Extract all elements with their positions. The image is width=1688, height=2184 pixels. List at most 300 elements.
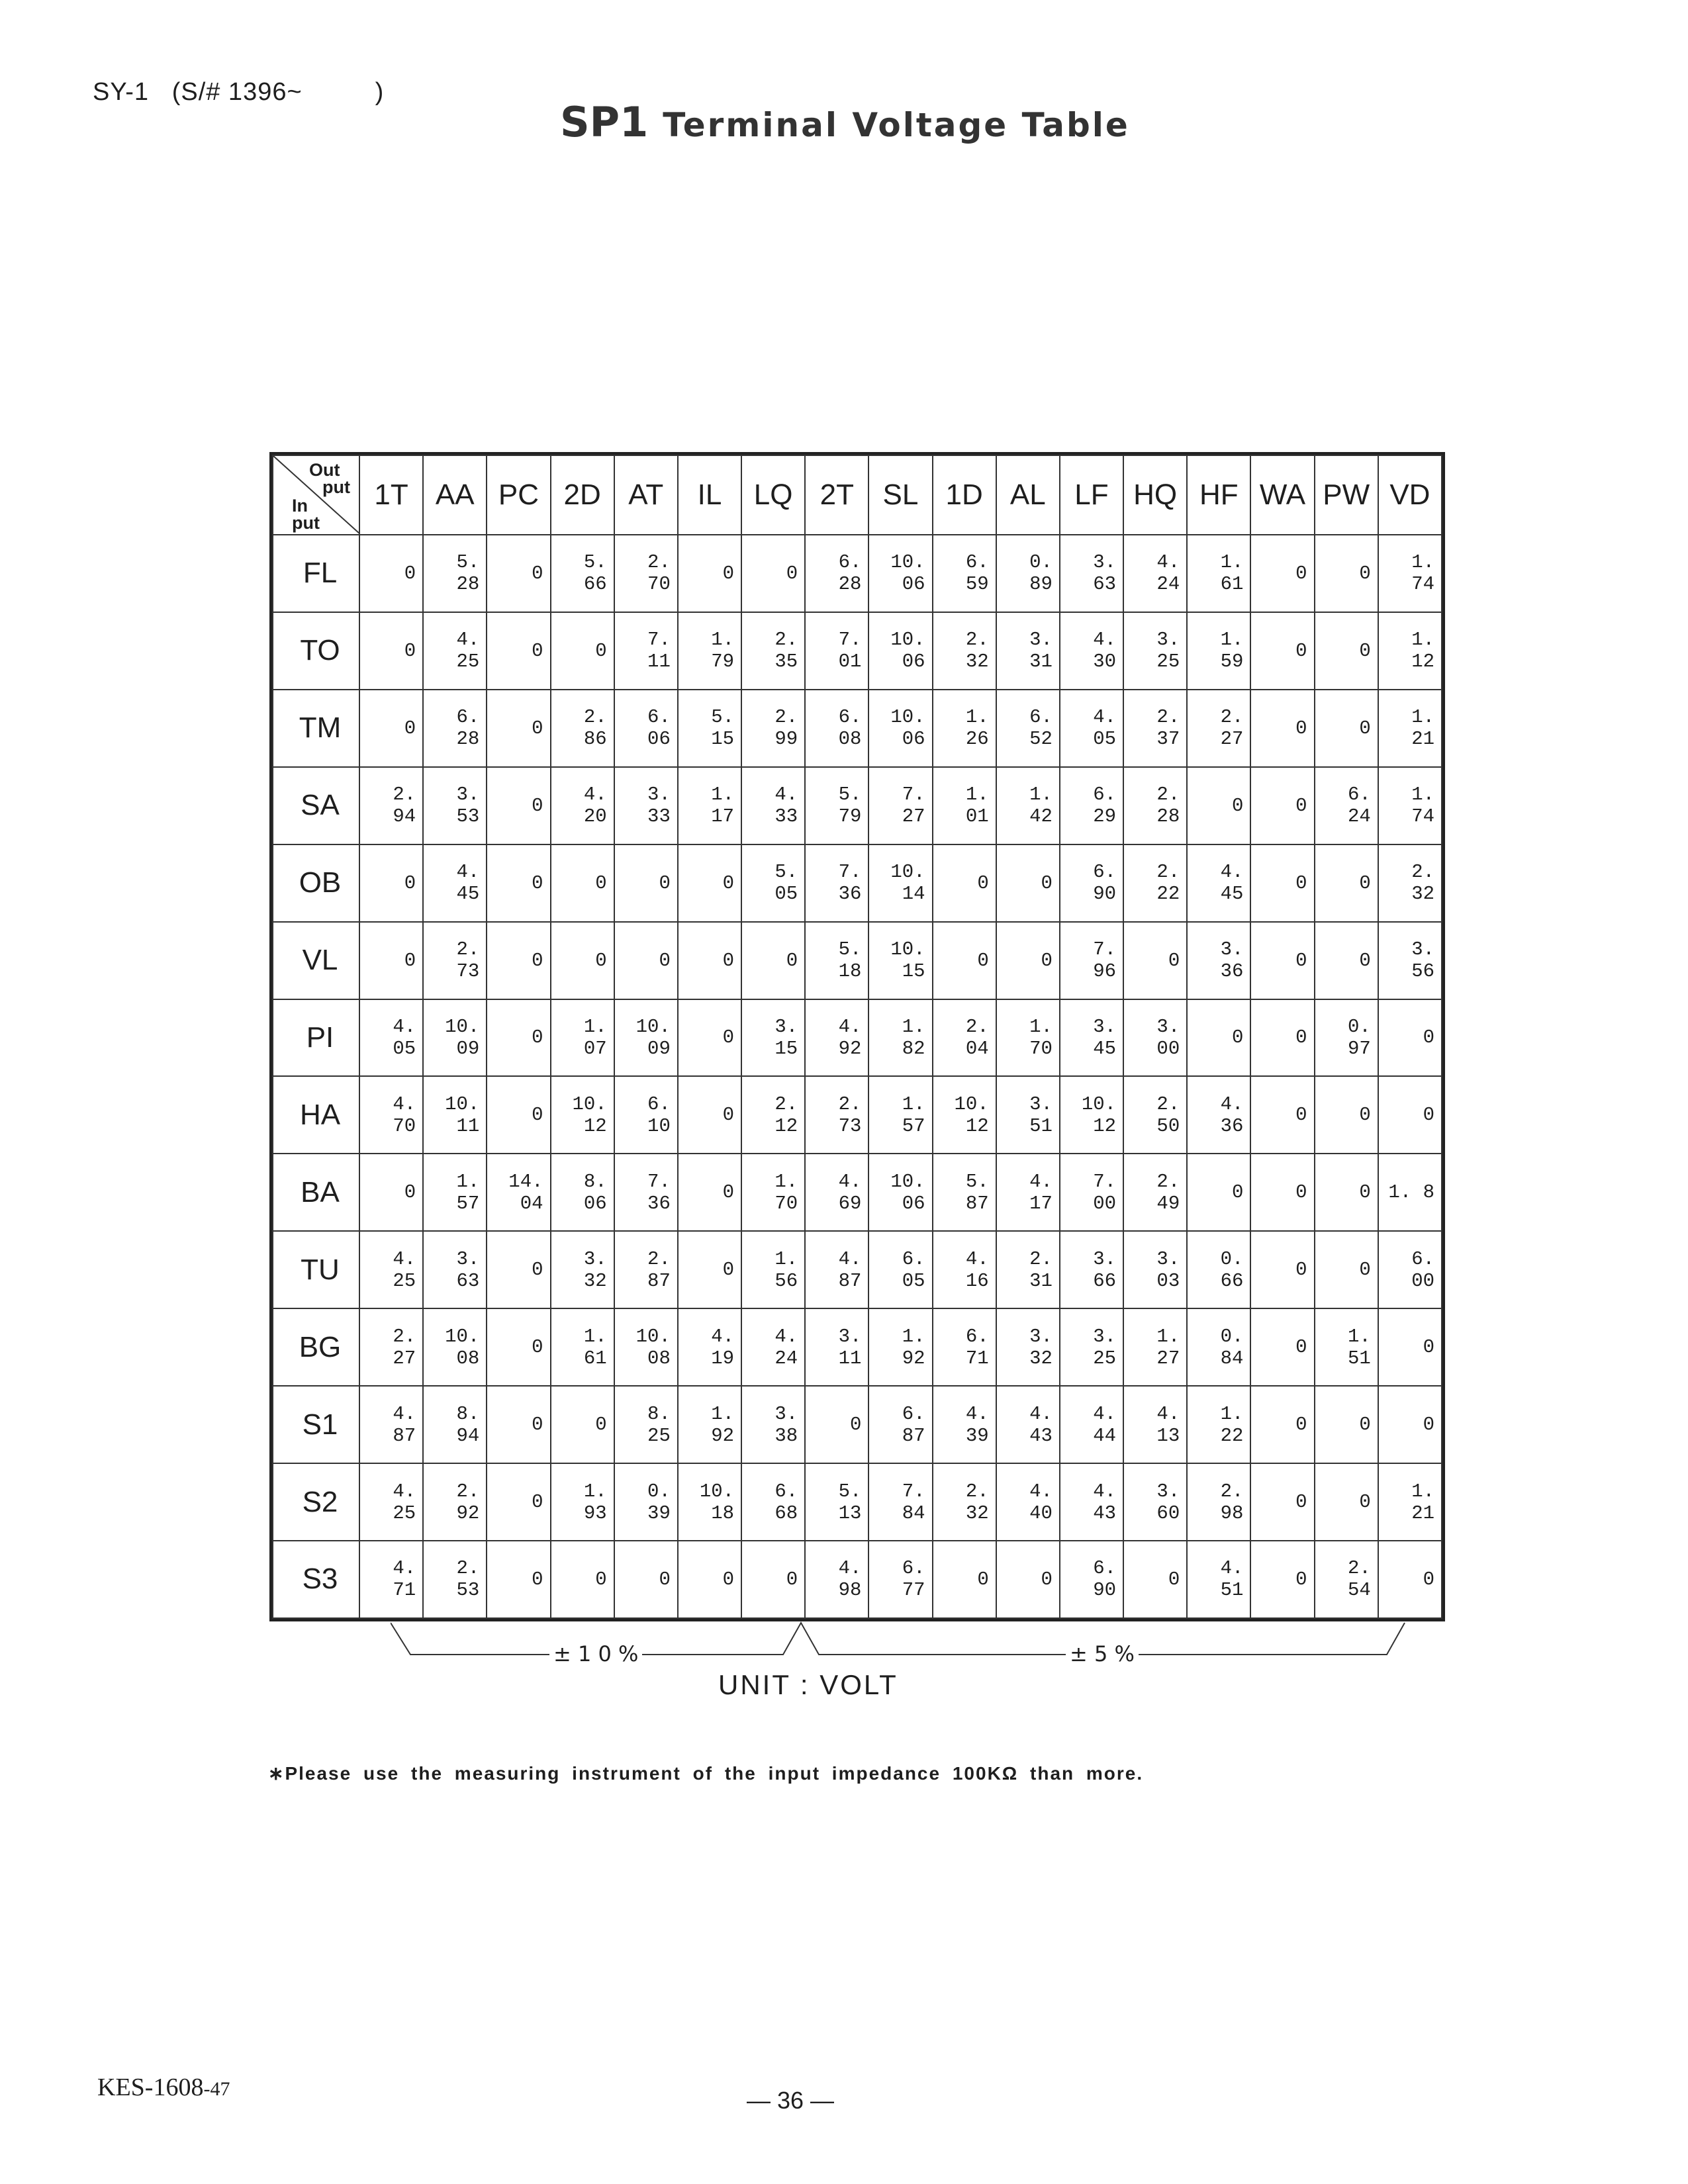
table-cell: 10. 06 (868, 690, 932, 767)
table-body (273, 535, 1442, 1618)
table-cell: 1. 92 (868, 1308, 932, 1386)
table-row (273, 844, 1442, 922)
table-cell: 3. 53 (423, 767, 487, 844)
table-cell: 3. 32 (996, 1308, 1060, 1386)
table-cell: 2. 28 (1123, 767, 1187, 844)
table-cell: 0 (1250, 612, 1314, 690)
table-cell: 0. 66 (1187, 1231, 1250, 1308)
column-header: WA (1250, 455, 1314, 535)
column-header: AT (614, 455, 678, 535)
table-cell: 0 (678, 844, 741, 922)
table-cell: 0 (359, 690, 423, 767)
table-cell: 0 (1250, 999, 1314, 1077)
table-cell: 0 (678, 1541, 741, 1618)
table-cell: 4. 51 (1187, 1541, 1250, 1618)
table-cell: 6. 59 (933, 535, 996, 612)
table-cell: 6. 06 (614, 690, 678, 767)
table-cell: 0 (1250, 1154, 1314, 1231)
table-cell: 10. 08 (423, 1308, 487, 1386)
table-cell: 6. 29 (1060, 767, 1123, 844)
table-cell: 0 (741, 1541, 805, 1618)
doc-code: KES-1608 (97, 2073, 204, 2101)
measurement-note: ∗Please use the measuring instrument of the input impedance 100KΩ than more. (268, 1763, 1144, 1784)
table-cell: 0 (487, 844, 550, 922)
voltage-table-wrapper (269, 452, 1445, 1621)
table-cell: 3. 63 (423, 1231, 487, 1308)
table-cell: 0 (1250, 1386, 1314, 1463)
table-cell: 2. 37 (1123, 690, 1187, 767)
table-cell: 0 (487, 1463, 550, 1541)
table-cell: 0 (996, 844, 1060, 922)
table-cell: 4. 13 (1123, 1386, 1187, 1463)
page-title (560, 98, 1130, 146)
column-header: 1D (933, 455, 996, 535)
row-header: PI (273, 999, 359, 1077)
table-cell: 10. 12 (933, 1076, 996, 1154)
table-cell: 0 (487, 690, 550, 767)
table-cell: 5. 87 (933, 1154, 996, 1231)
table-cell: 3. 33 (614, 767, 678, 844)
table-cell: 0 (1315, 1076, 1378, 1154)
column-header: VD (1378, 455, 1442, 535)
table-cell: 2. 73 (423, 922, 487, 999)
table-cell: 0 (359, 1154, 423, 1231)
table-cell: 6. 28 (423, 690, 487, 767)
table-cell: 4. 70 (359, 1076, 423, 1154)
table-cell: 0 (551, 1541, 614, 1618)
table-cell: 0 (487, 1308, 550, 1386)
table-cell: 0 (1250, 535, 1314, 612)
table-cell: 0 (487, 612, 550, 690)
table-cell: 0 (1250, 1308, 1314, 1386)
table-cell: 4. 05 (1060, 690, 1123, 767)
table-cell: 1. 82 (868, 999, 932, 1077)
table-cell: 0 (487, 1231, 550, 1308)
column-header: 2D (551, 455, 614, 535)
table-cell: 3. 45 (1060, 999, 1123, 1077)
table-cell: 6. 28 (805, 535, 868, 612)
table-cell: 4. 25 (359, 1231, 423, 1308)
table-cell: 1. 27 (1123, 1308, 1187, 1386)
row-header: OB (273, 844, 359, 922)
table-cell: 0 (1187, 767, 1250, 844)
table-cell: 4. 87 (805, 1231, 868, 1308)
table-row (273, 1463, 1442, 1541)
table-cell: 7. 96 (1060, 922, 1123, 999)
table-cell: 2. 54 (1315, 1541, 1378, 1618)
table-cell: 10. 11 (423, 1076, 487, 1154)
table-cell: 2. 94 (359, 767, 423, 844)
column-header: 1T (359, 455, 423, 535)
table-cell: 7. 84 (868, 1463, 932, 1541)
corner-out-label: Out (309, 460, 340, 480)
table-cell: 0. 97 (1315, 999, 1378, 1077)
table-cell: 4. 20 (551, 767, 614, 844)
table-cell: 0 (678, 922, 741, 999)
table-cell: 1. 07 (551, 999, 614, 1077)
table-cell: 1. 01 (933, 767, 996, 844)
table-cell: 0 (359, 922, 423, 999)
table-cell: 3. 60 (1123, 1463, 1187, 1541)
table-cell: 7. 36 (805, 844, 868, 922)
table-cell: 10. 15 (868, 922, 932, 999)
table-cell: 3. 15 (741, 999, 805, 1077)
table-cell: 4. 87 (359, 1386, 423, 1463)
table-cell: 3. 31 (996, 612, 1060, 690)
table-cell: 4. 16 (933, 1231, 996, 1308)
corner-cell (273, 455, 359, 535)
table-cell: 2. 49 (1123, 1154, 1187, 1231)
table-cell: 4. 43 (1060, 1463, 1123, 1541)
table-cell: 6. 08 (805, 690, 868, 767)
table-cell: 2. 73 (805, 1076, 868, 1154)
table-cell: 4. 30 (1060, 612, 1123, 690)
table-cell: 6. 24 (1315, 767, 1378, 844)
table-cell: 5. 05 (741, 844, 805, 922)
table-cell: 0 (805, 1386, 868, 1463)
table-cell: 3. 32 (551, 1231, 614, 1308)
table-cell: 1. 12 (1378, 612, 1442, 690)
table-cell: 3. 25 (1060, 1308, 1123, 1386)
table-cell: 0 (551, 612, 614, 690)
row-header: S1 (273, 1386, 359, 1463)
corner-in-put-label: put (292, 513, 320, 533)
table-cell: 1. 93 (551, 1463, 614, 1541)
table-cell: 0 (1378, 1541, 1442, 1618)
table-cell: 0 (614, 844, 678, 922)
table-cell: 3. 38 (741, 1386, 805, 1463)
table-cell: 10. 06 (868, 1154, 932, 1231)
table-cell: 0 (1187, 1154, 1250, 1231)
column-header: AL (996, 455, 1060, 535)
corner-out-put-label: put (322, 477, 350, 497)
table-cell: 1. 51 (1315, 1308, 1378, 1386)
column-header: LQ (741, 455, 805, 535)
table-cell: 1. 79 (678, 612, 741, 690)
table-cell: 4. 19 (678, 1308, 741, 1386)
corner-in-label: In (292, 496, 308, 516)
table-row (273, 767, 1442, 844)
table-cell: 6. 05 (868, 1231, 932, 1308)
table-cell: 8. 94 (423, 1386, 487, 1463)
table-cell: 4. 92 (805, 999, 868, 1077)
table-cell: 0 (551, 1386, 614, 1463)
table-cell: 2. 32 (1378, 844, 1442, 922)
table-cell: 0 (933, 922, 996, 999)
table-cell: 5. 66 (551, 535, 614, 612)
table-cell: 2. 87 (614, 1231, 678, 1308)
table-cell: 10. 14 (868, 844, 932, 922)
table-cell: 0 (487, 535, 550, 612)
table-cell: 1. 17 (678, 767, 741, 844)
column-header: HQ (1123, 455, 1187, 535)
table-cell: 6. 90 (1060, 844, 1123, 922)
table-header-row (273, 455, 1442, 535)
table-row (273, 999, 1442, 1077)
table-cell: 4. 25 (423, 612, 487, 690)
table-cell: 6. 68 (741, 1463, 805, 1541)
table-row (273, 1386, 1442, 1463)
table-cell: 0 (741, 535, 805, 612)
table-row (273, 1154, 1442, 1231)
column-header: PC (487, 455, 550, 535)
table-cell: 0 (1250, 1231, 1314, 1308)
table-cell: 0 (933, 1541, 996, 1618)
table-cell: 0 (1378, 1076, 1442, 1154)
row-header: TU (273, 1231, 359, 1308)
table-cell: 2. 27 (1187, 690, 1250, 767)
table-cell: 4. 98 (805, 1541, 868, 1618)
table-cell: 3. 56 (1378, 922, 1442, 999)
table-cell: 4. 36 (1187, 1076, 1250, 1154)
column-header: HF (1187, 455, 1250, 535)
table-cell: 10. 12 (1060, 1076, 1123, 1154)
table-row (273, 535, 1442, 612)
table-cell: 1. 57 (423, 1154, 487, 1231)
column-header: LF (1060, 455, 1123, 535)
table-cell: 0. 39 (614, 1463, 678, 1541)
table-cell: 3. 63 (1060, 535, 1123, 612)
table-cell: 4. 33 (741, 767, 805, 844)
title-rest: Terminal Voltage Table (663, 106, 1130, 144)
table-cell: 3. 66 (1060, 1231, 1123, 1308)
table-cell: 6. 90 (1060, 1541, 1123, 1618)
table-cell: 2. 92 (423, 1463, 487, 1541)
table-cell: 0 (1123, 922, 1187, 999)
table-cell: 0 (1250, 1463, 1314, 1541)
table-cell: 6. 10 (614, 1076, 678, 1154)
column-header: SL (868, 455, 932, 535)
table-cell: 0 (487, 1076, 550, 1154)
table-cell: 4. 25 (359, 1463, 423, 1541)
table-cell: 0 (1315, 612, 1378, 690)
table-cell: 0 (1250, 844, 1314, 922)
table-cell: 4. 05 (359, 999, 423, 1077)
row-header: SA (273, 767, 359, 844)
table-cell: 0 (1315, 922, 1378, 999)
table-cell: 1. 42 (996, 767, 1060, 844)
table-cell: 0 (1315, 844, 1378, 922)
table-cell: 6. 87 (868, 1386, 932, 1463)
table-cell: 1. 70 (741, 1154, 805, 1231)
table-cell: 4. 69 (805, 1154, 868, 1231)
table-cell: 10. 12 (551, 1076, 614, 1154)
table-cell: 2. 50 (1123, 1076, 1187, 1154)
row-header: VL (273, 922, 359, 999)
table-cell: 0 (1315, 1231, 1378, 1308)
table-cell: 1. 21 (1378, 690, 1442, 767)
table-cell: 1. 56 (741, 1231, 805, 1308)
table-cell: 6. 52 (996, 690, 1060, 767)
table-cell: 4. 40 (996, 1463, 1060, 1541)
table-cell: 1. 21 (1378, 1463, 1442, 1541)
table-cell: 0 (487, 767, 550, 844)
table-cell: 0 (614, 1541, 678, 1618)
row-header: BA (273, 1154, 359, 1231)
table-cell: 0. 84 (1187, 1308, 1250, 1386)
table-cell: 6. 71 (933, 1308, 996, 1386)
table-cell: 6. 77 (868, 1541, 932, 1618)
table-cell: 0 (487, 1386, 550, 1463)
table-cell: 1. 57 (868, 1076, 932, 1154)
table-cell: 0 (933, 844, 996, 922)
table-cell: 0 (551, 922, 614, 999)
table-cell: 0 (996, 1541, 1060, 1618)
table-row (273, 1076, 1442, 1154)
table-cell: 0 (551, 844, 614, 922)
table-cell: 1. 59 (1187, 612, 1250, 690)
table-cell: 5. 28 (423, 535, 487, 612)
title-main: SP1 (560, 98, 649, 146)
table-cell: 7. 36 (614, 1154, 678, 1231)
tolerance-brackets (391, 1620, 1423, 1666)
table-cell: 0 (1250, 1541, 1314, 1618)
table-cell: 0 (1250, 1076, 1314, 1154)
table-cell: 0 (614, 922, 678, 999)
table-cell: 1. 70 (996, 999, 1060, 1077)
table-cell: 2. 86 (551, 690, 614, 767)
table-cell: 1. 92 (678, 1386, 741, 1463)
table-cell: 4. 71 (359, 1541, 423, 1618)
table-cell: 1. 26 (933, 690, 996, 767)
table-cell: 0 (678, 1076, 741, 1154)
table-cell: 2. 31 (996, 1231, 1060, 1308)
table-cell: 5. 79 (805, 767, 868, 844)
row-header: FL (273, 535, 359, 612)
row-header: BG (273, 1308, 359, 1386)
table-cell: 0 (1315, 1386, 1378, 1463)
table-cell: 1. 74 (1378, 767, 1442, 844)
row-header: S3 (273, 1541, 359, 1618)
table-cell: 0 (678, 1154, 741, 1231)
table-cell: 0 (1378, 999, 1442, 1077)
table-cell: 4. 24 (741, 1308, 805, 1386)
table-cell: 2. 04 (933, 999, 996, 1077)
table-cell: 8. 25 (614, 1386, 678, 1463)
table-cell: 10. 06 (868, 612, 932, 690)
table-cell: 0 (359, 612, 423, 690)
table-cell: 0 (1315, 690, 1378, 767)
table-cell: 0 (359, 844, 423, 922)
table-cell: 3. 00 (1123, 999, 1187, 1077)
table-cell: 10. 18 (678, 1463, 741, 1541)
table-cell: 5. 18 (805, 922, 868, 999)
table-cell: 0 (1250, 767, 1314, 844)
table-cell: 0 (1123, 1541, 1187, 1618)
table-cell: 5. 15 (678, 690, 741, 767)
table-cell: 1. 8 (1378, 1154, 1442, 1231)
table-cell: 8. 06 (551, 1154, 614, 1231)
table-cell: 0 (1315, 535, 1378, 612)
table-cell: 2. 32 (933, 612, 996, 690)
table-cell: 7. 27 (868, 767, 932, 844)
table-cell: 0 (359, 535, 423, 612)
table-cell: 0 (487, 999, 550, 1077)
table-cell: 4. 39 (933, 1386, 996, 1463)
column-header: IL (678, 455, 741, 535)
table-cell: 3. 25 (1123, 612, 1187, 690)
table-cell: 7. 00 (1060, 1154, 1123, 1231)
table-cell: 2. 27 (359, 1308, 423, 1386)
table-row (273, 690, 1442, 767)
document-code (97, 2073, 230, 2102)
row-header: HA (273, 1076, 359, 1154)
table-cell: 3. 11 (805, 1308, 868, 1386)
table-cell: 6. 00 (1378, 1231, 1442, 1308)
table-cell: 2. 35 (741, 612, 805, 690)
table-cell: 4. 17 (996, 1154, 1060, 1231)
table-cell: 5. 13 (805, 1463, 868, 1541)
table-cell: 0 (1250, 922, 1314, 999)
table-cell: 1. 61 (1187, 535, 1250, 612)
tolerance-right: ± 5 % (1066, 1641, 1139, 1666)
table-cell: 2. 99 (741, 690, 805, 767)
table-cell: 10. 09 (423, 999, 487, 1077)
table-cell: 0 (1378, 1308, 1442, 1386)
doc-code-suffix: -47 (203, 2078, 230, 2100)
table-cell: 7. 11 (614, 612, 678, 690)
row-header: TO (273, 612, 359, 690)
table-cell: 0 (678, 999, 741, 1077)
table-cell: 1. 61 (551, 1308, 614, 1386)
table-cell: 0 (678, 1231, 741, 1308)
row-header: TM (273, 690, 359, 767)
table-cell: 2. 98 (1187, 1463, 1250, 1541)
model-label: SY-1 (93, 78, 149, 106)
table-cell: 10. 06 (868, 535, 932, 612)
table-row (273, 922, 1442, 999)
table-cell: 1. 74 (1378, 535, 1442, 612)
column-header: 2T (805, 455, 868, 535)
table-cell: 2. 32 (933, 1463, 996, 1541)
table-cell: 3. 51 (996, 1076, 1060, 1154)
table-cell: 4. 44 (1060, 1386, 1123, 1463)
table-cell: 3. 36 (1187, 922, 1250, 999)
table-cell: 1. 22 (1187, 1386, 1250, 1463)
table-cell: 4. 43 (996, 1386, 1060, 1463)
table-cell: 10. 09 (614, 999, 678, 1077)
table-cell: 0 (1250, 690, 1314, 767)
table-cell: 2. 22 (1123, 844, 1187, 922)
table-cell: 0. 89 (996, 535, 1060, 612)
table-cell: 3. 03 (1123, 1231, 1187, 1308)
serial-close: ) (375, 78, 385, 106)
column-header: PW (1315, 455, 1378, 535)
table-row (273, 1231, 1442, 1308)
table-cell: 14. 04 (487, 1154, 550, 1231)
table-row (273, 1541, 1442, 1618)
table-cell: 0 (741, 922, 805, 999)
table-cell: 0 (487, 1541, 550, 1618)
table-cell: 2. 53 (423, 1541, 487, 1618)
table-cell: 4. 45 (1187, 844, 1250, 922)
table-cell: 0 (1315, 1463, 1378, 1541)
table-cell: 0 (487, 922, 550, 999)
table-cell: 0 (1315, 1154, 1378, 1231)
table-row (273, 612, 1442, 690)
table-cell: 4. 45 (423, 844, 487, 922)
table-cell: 2. 70 (614, 535, 678, 612)
table-cell: 10. 08 (614, 1308, 678, 1386)
table-cell: 0 (1378, 1386, 1442, 1463)
table-cell: 2. 12 (741, 1076, 805, 1154)
table-cell: 0 (678, 535, 741, 612)
tolerance-left: ± 1 0 % (549, 1641, 642, 1666)
table-cell: 7. 01 (805, 612, 868, 690)
table-cell: 0 (996, 922, 1060, 999)
voltage-table (272, 455, 1442, 1619)
page-number: — 36 — (747, 2087, 835, 2114)
